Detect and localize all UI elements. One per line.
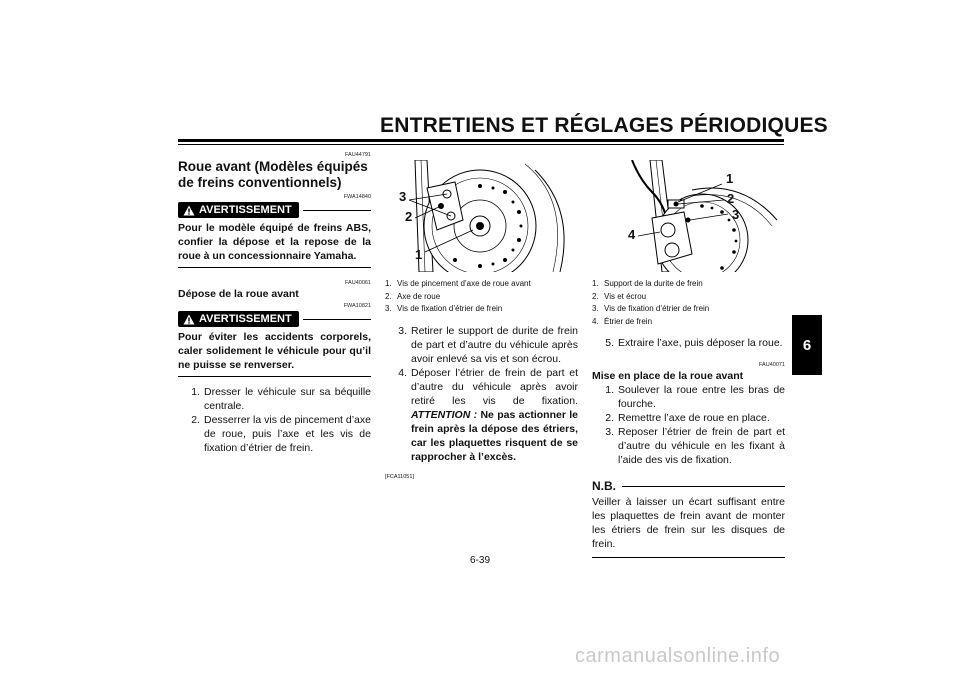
figure-legend <box>385 278 578 316</box>
warning-badge <box>178 311 299 327</box>
list-item: 4. Déposer l’étrier de frein de part et d’autre du véhicule après avoir retiré les vis de fixation. ATTENTION : Ne pas actionner le frein après la dépose des étriers, car les plaquettes risquent de se rapprocher à l’excès. <box>398 366 578 463</box>
warning-header <box>178 311 371 327</box>
warning-badge <box>178 202 299 218</box>
list-item: 1. Dresser le véhicule sur sa béquille centrale. <box>191 386 371 412</box>
warning-label: AVERTISSEMENT <box>199 313 292 325</box>
list-item: 2. Remettre l’axe de roue en place. <box>605 412 770 424</box>
list-item: 2. Desserrer la vis de pincement d’axe de roue, puis l’axe et les vis de fixation d’étrier de frein. <box>191 414 371 454</box>
list-item: 1. Support de la durite de frein <box>592 279 703 288</box>
callout-1: 1 <box>726 171 734 186</box>
callout-4: 4 <box>628 227 636 242</box>
note-text: Veiller à laisser un écart suffisant entre les plaquettes de frein avant de monter les étriers de frein sur les disques de frein. <box>592 495 785 558</box>
step-list <box>592 336 785 350</box>
reference-code: FAU40061 <box>345 280 371 286</box>
caution-label: ATTENTION : <box>411 408 478 421</box>
warning-header <box>178 202 371 218</box>
figure-legend <box>592 278 785 328</box>
chapter-tab <box>792 315 822 375</box>
step-list <box>385 324 578 464</box>
caution-code: [FCA11051] <box>385 473 414 480</box>
note-label: N.B. <box>592 479 616 493</box>
warning-code: FWA10821 <box>343 303 371 309</box>
warning-triangle-icon <box>183 314 195 325</box>
header-rule-thick <box>178 139 784 142</box>
list-item: 2. Axe de roue <box>385 291 441 301</box>
subheading: Mise en place de la roue avant <box>592 370 744 382</box>
warning-triangle-icon <box>183 205 195 216</box>
list-item: 3. Reposer l’étrier de frein de part et d’autre du véhicule en les fixant à l’aide des vis de fixation. <box>605 426 785 466</box>
note-header <box>592 479 785 493</box>
caliper-illustration <box>592 160 785 272</box>
caution-text: Ne pas actionner le frein après la dépose des étriers, car les plaquettes risquent de se rapprocher à l’excès. <box>411 408 578 463</box>
callout-1: 1 <box>415 247 423 262</box>
list-item: 3. Vis de fixation d’étrier de frein <box>592 304 710 313</box>
header-rule-thin <box>178 144 784 145</box>
column-middle <box>385 160 578 484</box>
list-item: 2. Vis et écrou <box>592 291 647 301</box>
list-item: 3. Vis de fixation d’étrier de frein <box>385 304 503 313</box>
page-number: 6-39 <box>469 555 490 566</box>
step-list <box>592 383 785 467</box>
list-item: 4. Étrier de frein <box>592 316 653 326</box>
warning-code: FWA14840 <box>343 194 371 200</box>
list-item: 3. Retirer le support de durite de frein de part et d’autre du véhicule après avoir enlevé sa vis et son écrou. <box>398 324 578 365</box>
column-left <box>178 150 371 455</box>
column-right <box>592 160 785 558</box>
step-list <box>178 385 371 455</box>
warning-rule <box>303 319 371 320</box>
page-title: ENTRETIENS ET RÉGLAGES PÉRIODIQUES <box>380 114 828 137</box>
list-item: 1. Soulever la roue entre les bras de fourche. <box>605 384 785 410</box>
subheading: Dépose de la roue avant <box>178 288 299 300</box>
warning-text: Pour le modèle équipé de freins ABS, confier la dépose et la repose de la roue à un concessionnaire Yamaha. <box>178 221 371 268</box>
chapter-tab-number: 6 <box>802 336 812 354</box>
wheel-axle-figure <box>385 160 578 272</box>
callout-2: 2 <box>405 209 413 224</box>
list-item: 1. Vis de pincement d’axe de roue avant <box>385 279 531 288</box>
section-heading: Roue avant (Modèles équipés de freins conventionnels) <box>178 159 368 190</box>
reference-code: FAU44791 <box>345 152 371 158</box>
callout-3: 3 <box>399 189 407 204</box>
callout-3: 3 <box>732 207 740 222</box>
note-rule <box>622 486 785 487</box>
watermark: carmanualsonline.info <box>575 645 781 667</box>
warning-rule <box>303 210 371 211</box>
wheel-axle-illustration <box>385 160 578 272</box>
list-item: 5. Extraire l’axe, puis déposer la roue. <box>605 337 783 349</box>
warning-text: Pour éviter les accidents corporels, caler solidement le véhicule pour qu’il ne puisse se renverser. <box>178 330 371 377</box>
callout-2: 2 <box>727 191 735 206</box>
warning-label: AVERTISSEMENT <box>199 204 292 216</box>
caliper-figure <box>592 160 785 272</box>
reference-code: FAU40071 <box>759 362 785 368</box>
